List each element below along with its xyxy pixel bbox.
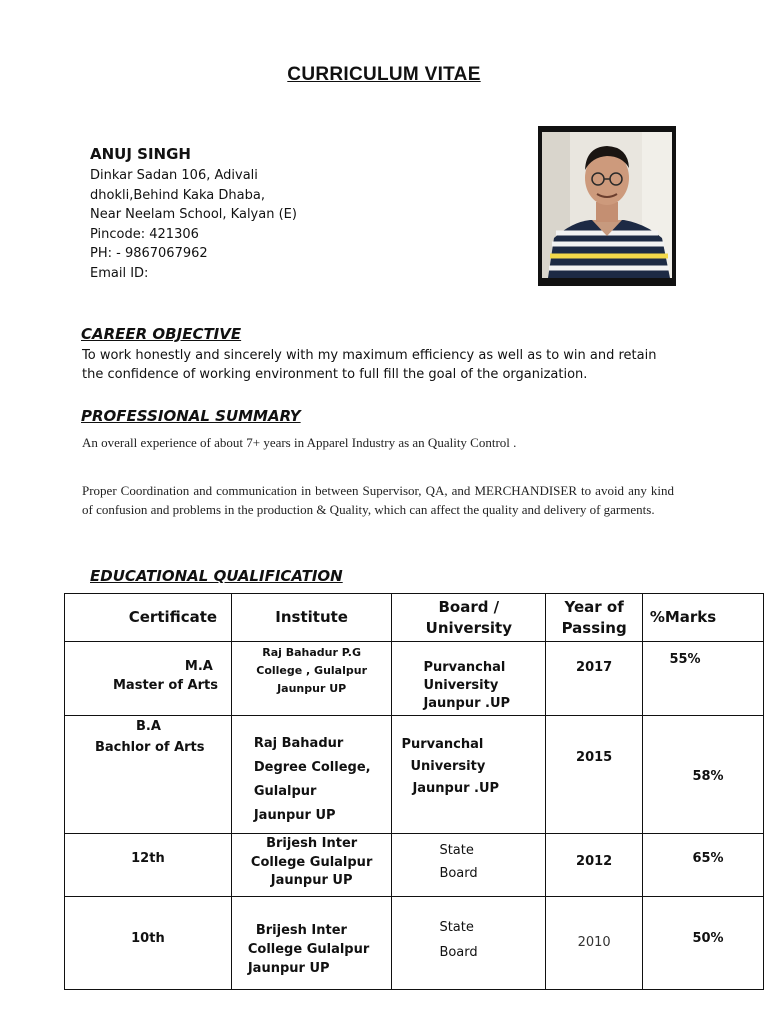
summary-paragraph: Proper Coordination and communication in between Supervisor, QA, and MERCHANDISER to avoid any kind of confusion and problems in the production & Quality, which can affect the quality and delivery of garments. bbox=[82, 483, 674, 517]
contact-address bbox=[90, 166, 297, 284]
cell-institute: Brijesh Inter College Gulalpur Jaunpur UP bbox=[231, 834, 392, 897]
cell-institute: Brijesh Inter College Gulalpur Jaunpur UP bbox=[231, 897, 392, 990]
cell-year: 2010 bbox=[546, 897, 643, 990]
cell-institute: Raj Bahadur P.G College , Gulalpur Jaunpur UP bbox=[231, 642, 392, 716]
person-photo-icon bbox=[542, 132, 672, 278]
cell-marks: 55% bbox=[643, 642, 764, 716]
cell-certificate: M.A Master of Arts bbox=[65, 642, 232, 716]
header-marks: %Marks bbox=[643, 594, 764, 642]
education-heading: EDUCATIONAL QUALIFICATION bbox=[90, 567, 343, 585]
header-year: Year of Passing bbox=[546, 594, 643, 642]
phone: PH: - 9867067962 bbox=[90, 246, 208, 262]
pincode: Pincode: 421306 bbox=[90, 226, 199, 242]
text-line: the confidence of working environment to full fill the goal of the organization. bbox=[82, 367, 588, 382]
cell-marks: 58% bbox=[643, 716, 764, 834]
cell-certificate: B.A Bachlor of Arts bbox=[65, 716, 232, 834]
cell-year: 2012 bbox=[546, 834, 643, 897]
cell-marks: 50% bbox=[643, 897, 764, 990]
cell-board: State Board bbox=[392, 897, 546, 990]
table-row bbox=[65, 716, 764, 834]
cell-board: Purvanchal University Jaunpur .UP bbox=[392, 716, 546, 834]
cell-board: State Board bbox=[392, 834, 546, 897]
address-line: dhokli,Behind Kaka Dhaba, bbox=[90, 187, 265, 203]
candidate-name: ANUJ SINGH bbox=[90, 145, 191, 163]
career-objective-heading: CAREER OBJECTIVE bbox=[81, 325, 242, 343]
profile-photo bbox=[538, 126, 676, 286]
email: Email ID: bbox=[90, 265, 149, 281]
table-row bbox=[65, 897, 764, 990]
education-table bbox=[64, 593, 764, 990]
cell-year: 2017 bbox=[546, 642, 643, 716]
text-line: To work honestly and sincerely with my maximum efficiency as well as to win and retain bbox=[82, 348, 657, 363]
table-header-row bbox=[65, 594, 764, 642]
professional-summary-heading: PROFESSIONAL SUMMARY bbox=[81, 407, 301, 425]
table-row bbox=[65, 834, 764, 897]
cell-certificate: 10th bbox=[65, 897, 232, 990]
cell-marks: 65% bbox=[643, 834, 764, 897]
cell-institute: Raj Bahadur Degree College, Gulalpur Jaunpur UP bbox=[231, 716, 392, 834]
table-row bbox=[65, 642, 764, 716]
header-certificate: Certificate bbox=[65, 594, 232, 642]
header-institute: Institute bbox=[231, 594, 392, 642]
cell-year: 2015 bbox=[546, 716, 643, 834]
address-line: Near Neelam School, Kalyan (E) bbox=[90, 207, 297, 223]
document-title: CURRICULUM VITAE bbox=[287, 64, 481, 85]
header-board: Board / University bbox=[392, 594, 546, 642]
cell-board: Purvanchal University Jaunpur .UP bbox=[392, 642, 546, 716]
address-line: Dinkar Sadan 106, Adivali bbox=[90, 168, 258, 183]
summary-line: An overall experience of about 7+ years in Apparel Industry as an Quality Control . bbox=[82, 435, 517, 450]
career-objective-text bbox=[82, 346, 656, 384]
cell-certificate: 12th bbox=[65, 834, 232, 897]
